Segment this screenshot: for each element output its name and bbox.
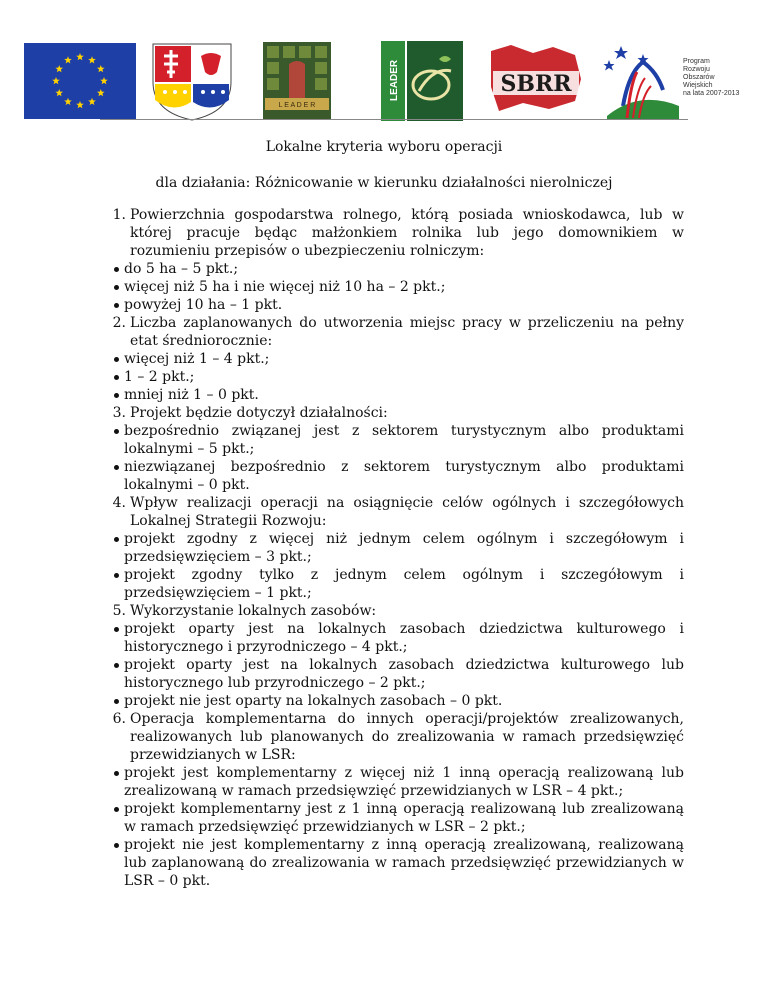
option-item: [108, 764, 684, 800]
criterion-options: [124, 260, 684, 314]
criteria-list: [104, 206, 684, 890]
option-text: projekt jest komplementarny z więcej niż 1 inną operacją realizowaną lub zrealizowaną w ramach przedsięwzięć przewidzianych w LSR – 4 pkt.;: [124, 765, 684, 799]
option-item: [108, 800, 684, 836]
prow-logo-text: [683, 58, 753, 98]
subtitle-action: Różnicowanie w kierunku działalności nierolniczej: [254, 175, 613, 191]
option-text: projekt oparty jest na lokalnych zasobach dziedzictwa kulturowego i historycznego i przyrodniczego – 4 pkt.;: [124, 621, 684, 655]
option-item: [108, 566, 684, 602]
option-item: [108, 458, 684, 494]
option-item: [108, 530, 684, 566]
criterion-text: Powierzchnia gospodarstwa rolnego, którą posiada wnioskodawca, lub w której pracuje będąc małżonkiem rolnika lub jego domownikiem w rozumieniu przepisów o ubezpieczeniu rolniczym:: [130, 207, 684, 259]
criterion-text: Projekt będzie dotyczył działalności:: [130, 405, 388, 421]
subtitle-prefix: dla działania:: [155, 175, 255, 191]
option-text: projekt nie jest oparty na lokalnych zasobach – 0 pkt.: [124, 693, 503, 709]
bullet-icon: [114, 393, 119, 398]
criterion-number: 2.: [112, 315, 126, 331]
option-text: mniej niż 1 – 0 pkt.: [124, 387, 259, 403]
option-item: [108, 422, 684, 458]
option-item: [108, 692, 684, 710]
option-text: 1 – 2 pkt.;: [124, 369, 195, 385]
criterion-text: Wpływ realizacji operacji na osiągnięcie celów ogólnych i szczegółowych Lokalnej Strategii Rozwoju:: [130, 495, 684, 529]
option-text: więcej niż 1 – 4 pkt.;: [124, 351, 270, 367]
criterion-item: [104, 404, 684, 494]
option-text: projekt zgodny tylko z jednym celem ogólnym i szczegółowym i przedsięwzięciem – 1 pkt.;: [124, 567, 684, 601]
criterion-options: [124, 764, 684, 890]
bullet-icon: [114, 843, 119, 848]
bullet-icon: [114, 267, 119, 272]
criterion-item: [104, 710, 684, 890]
option-text: powyżej 10 ha – 1 pkt.: [124, 297, 283, 313]
prow-line: na lata 2007-2013: [683, 90, 740, 97]
bullet-icon: [114, 627, 119, 632]
header-logos: [0, 40, 768, 122]
criterion-options: [124, 350, 684, 404]
bullet-icon: [114, 807, 119, 812]
option-item: [108, 278, 684, 296]
bullet-icon: [114, 303, 119, 308]
leader-logo-icon: [381, 41, 463, 121]
option-text: projekt zgodny z więcej niż jednym celem ogólnym i szczegółowym i przedsięwzięciem – 3 pkt.;: [124, 531, 684, 565]
header-divider: [100, 119, 688, 120]
bullet-icon: [114, 771, 119, 776]
criterion-number: 1.: [112, 207, 126, 223]
bullet-icon: [114, 663, 119, 668]
option-text: projekt nie jest komplementarny z inną operacją zrealizowaną, realizowaną lub zaplanowaną do zrealizowania w ramach przedsięwzięć przewidzianych w LSR – 0 pkt.: [124, 837, 684, 889]
bullet-icon: [114, 699, 119, 704]
bullet-icon: [114, 375, 119, 380]
prow-line: Obszarów: [683, 74, 715, 81]
bullet-icon: [114, 357, 119, 362]
criterion-item: [104, 206, 684, 314]
sbrr-logo-label: SBRR: [500, 71, 572, 97]
criterion-item: [104, 602, 684, 710]
criterion-text: Wykorzystanie lokalnych zasobów:: [130, 603, 377, 619]
criterion-text: Liczba zaplanowanych do utworzenia miejsc pracy w przeliczeniu na pełny etat średniorocznie:: [130, 315, 684, 349]
lgd-logo-label: L E A D E R: [278, 102, 316, 109]
prow-line: Program: [683, 58, 710, 65]
criteria-ordered-list: [104, 206, 684, 890]
option-item: [108, 350, 684, 368]
option-item: [108, 836, 684, 890]
criterion-number: 4.: [112, 495, 126, 511]
criterion-item: [104, 494, 684, 602]
bullet-icon: [114, 537, 119, 542]
document-title: Lokalne kryteria wyboru operacji: [265, 139, 503, 155]
bullet-icon: [114, 429, 119, 434]
prow-emblem-icon: [603, 42, 683, 122]
option-text: więcej niż 5 ha i nie więcej niż 10 ha – 2 pkt.;: [124, 279, 446, 295]
option-text: projekt komplementarny jest z 1 inną operacją realizowaną lub zrealizowaną w ramach przedsięwzięć przewidzianych w LSR – 2 pkt.;: [124, 801, 684, 835]
leader-logo-label: LEADER: [389, 59, 400, 101]
bullet-icon: [114, 573, 119, 578]
bullet-icon: [114, 285, 119, 290]
criterion-item: [104, 314, 684, 404]
eu-flag-icon: [24, 43, 136, 119]
criterion-options: [124, 422, 684, 494]
sbrr-logo-icon: [487, 43, 585, 115]
option-item: [108, 368, 684, 386]
lgd-logo-icon: [263, 42, 331, 120]
criterion-number: 5.: [112, 603, 126, 619]
option-item: [108, 386, 684, 404]
criterion-text: Operacja komplementarna do innych operacji/projektów zrealizowanych, realizowanych lub planowanych do zrealizowania w ramach przedsięwzięć przewidzianych w LSR:: [130, 711, 684, 763]
option-item: [108, 656, 684, 692]
criterion-options: [124, 530, 684, 602]
option-text: projekt oparty jest na lokalnych zasobach dziedzictwa kulturowego lub historycznego lub przyrodniczego – 2 pkt.;: [124, 657, 684, 691]
criterion-number: 3.: [112, 405, 126, 421]
prow-line: Rozwoju: [683, 66, 710, 73]
criterion-number: 6.: [112, 711, 126, 727]
bullet-icon: [114, 465, 119, 470]
option-text: niezwiązanej bezpośrednio z sektorem turystycznym albo produktami lokalnymi – 0 pkt.: [124, 459, 684, 493]
option-text: do 5 ha – 5 pkt.;: [124, 261, 239, 277]
prow-line: Wiejskich: [683, 82, 713, 89]
option-item: [108, 296, 684, 314]
document-subtitle: [0, 175, 768, 191]
option-item: [108, 260, 684, 278]
criterion-options: [124, 620, 684, 710]
coat-of-arms-icon: [151, 42, 233, 122]
option-item: [108, 620, 684, 656]
option-text: bezpośrednio związanej jest z sektorem turystycznym albo produktami lokalnymi – 5 pkt.;: [124, 423, 684, 457]
